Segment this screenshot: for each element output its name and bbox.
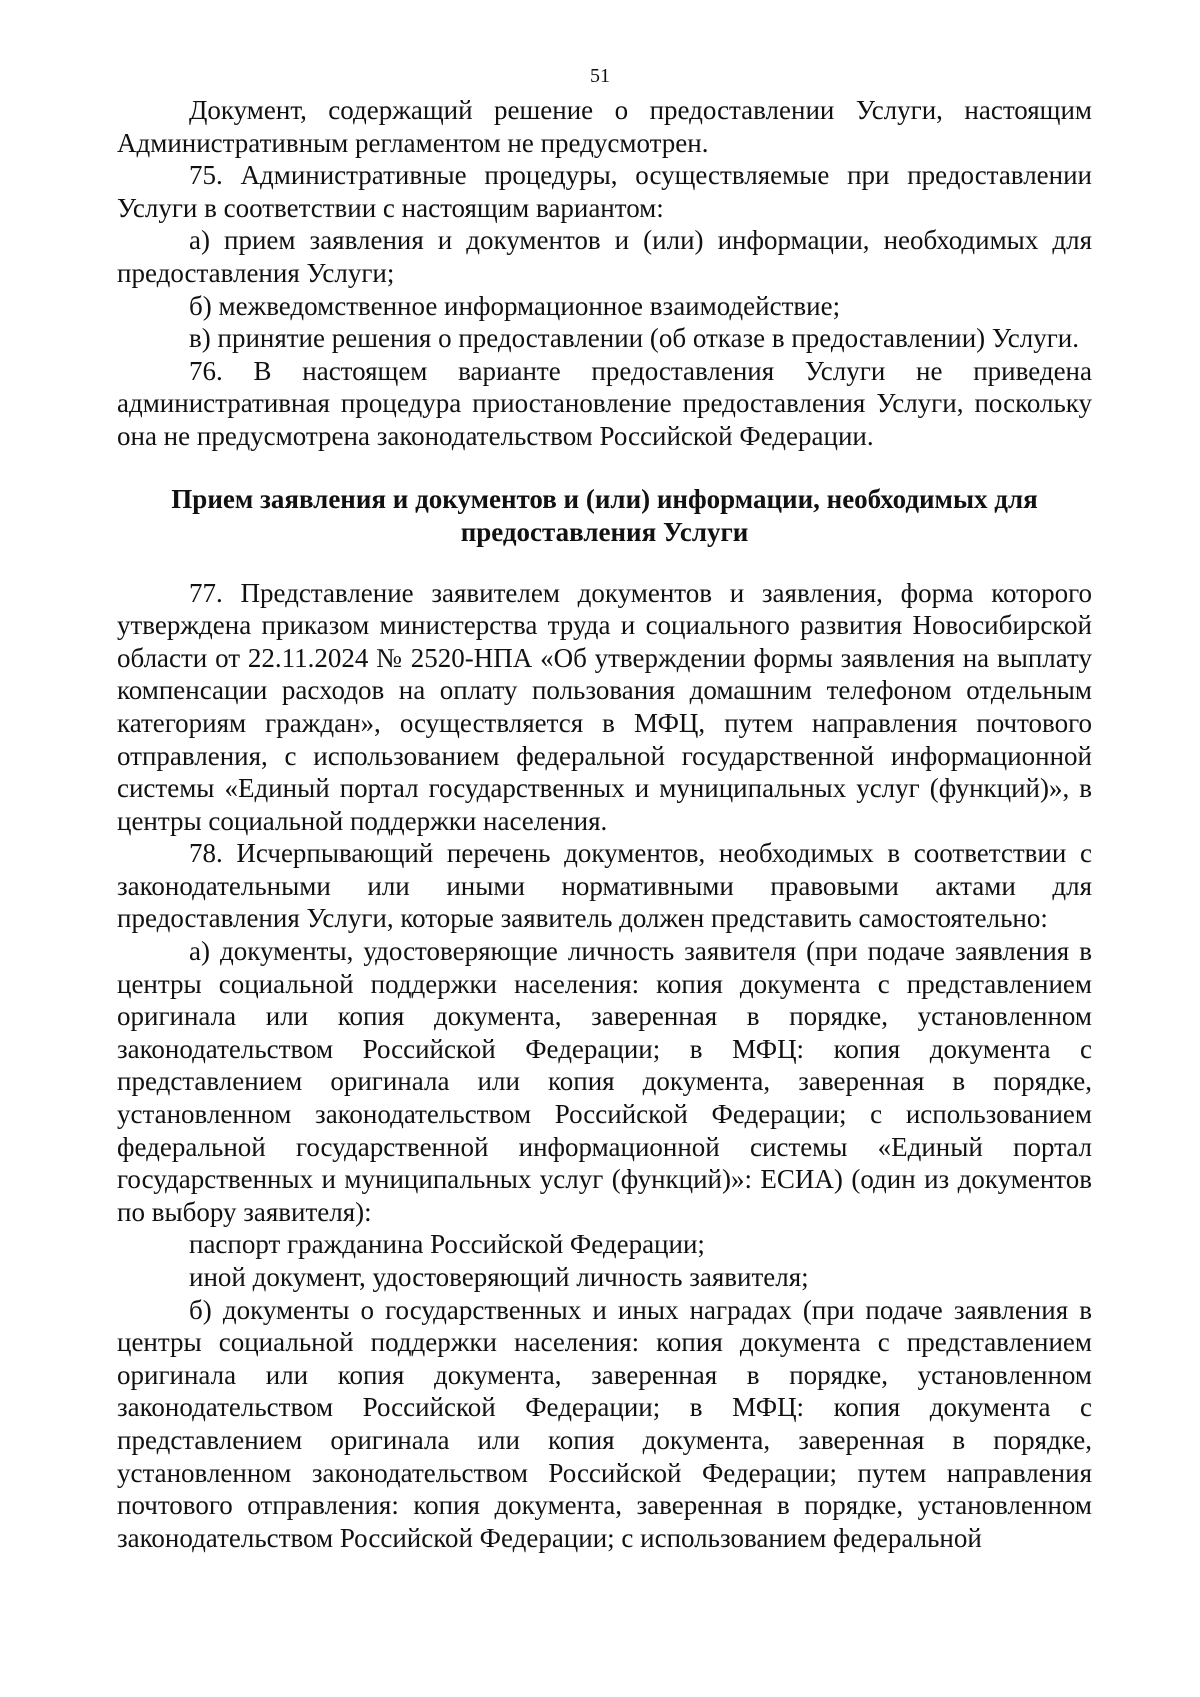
- list-item-75-b: б) межведомственное информационное взаимодействие;: [189, 290, 841, 321]
- list-item-78-b: б) документы о государственных и иных наградах (при подаче заявления в центры социальной поддержки населения: копия документа с представлением оригинала или копия документа, заверенная в порядке, установленном законодательством Российской Федерации; в МФЦ: копия документа с представлением оригинала или копия документа, заверенная в порядке, установленном законодательством Российской Федерации; путем направления почтового отправления: копия документа, заверенная в порядке, установленном законодательством Российской Федерации; с использованием федеральной: [117, 1294, 1092, 1553]
- paragraph-77: 77. Представление заявителем документов и заявления, форма которого утверждена приказом министерства труда и социального развития Новосибирской области от 22.11.2024 № 2520-НПА «Об утверждении формы заявления на выплату компенсации расходов на оплату пользования домашним телефоном отдельным категориям граждан», осуществляется в МФЦ, путем направления почтового отправления, с использованием федеральной государственной информационной системы «Единый портал государственных и муниципальных услуг (функций)», в центры социальной поддержки населения.: [117, 577, 1092, 836]
- page-number: 51: [590, 65, 610, 87]
- list-item-75-a: а) прием заявления и документов и (или) информации, необходимых для предоставления Услуги;: [117, 225, 1092, 288]
- list-item-other-id: иной документ, удостоверяющий личность заявителя;: [189, 1262, 809, 1292]
- paragraph-decision-document: Документ, содержащий решение о предоставлении Услуги, настоящим Административным регламентом не предусмотрен.: [117, 95, 1092, 158]
- paragraph-75: 75. Административные процедуры, осуществляемые при предоставлении Услуги в соответствии с настоящим вариантом:: [117, 160, 1092, 223]
- list-item-passport: паспорт гражданина Российской Федерации;: [189, 1229, 705, 1260]
- document-body: [117, 94, 1092, 1554]
- paragraph-78: 78. Исчерпывающий перечень документов, необходимых в соответствии с законодательными или иными нормативными правовыми актами для предоставления Услуги, которые заявитель должен представить самостоятельно:: [117, 838, 1092, 934]
- list-item-75-v: в) принятие решения о предоставлении (об отказе в предоставлении) Услуги.: [189, 323, 1079, 354]
- list-item-78-a: а) документы, удостоверяющие личность заявителя (при подаче заявления в центры социальной поддержки населения: копия документа с представлением оригинала или копия документа, заверенная в порядке, установленном законодательством Российской Федерации; в МФЦ: копия документа с представлением оригинала или копия документа, заверенная в порядке, установленном законодательством Российской Федерации; с использованием федеральной государственной информационной системы «Единый портал государственных и муниципальных услуг (функций)»: ЕСИА) (один из документов по выбору заявителя):: [117, 936, 1092, 1227]
- paragraph-76: 76. В настоящем варианте предоставления Услуги не приведена административная процедура приостановление предоставления Услуги, поскольку она не предусмотрена законодательством Российской Федерации.: [117, 355, 1092, 451]
- section-heading: Прием заявления и документов и (или) информации, необходимых для предоставления Услуги: [171, 483, 1038, 547]
